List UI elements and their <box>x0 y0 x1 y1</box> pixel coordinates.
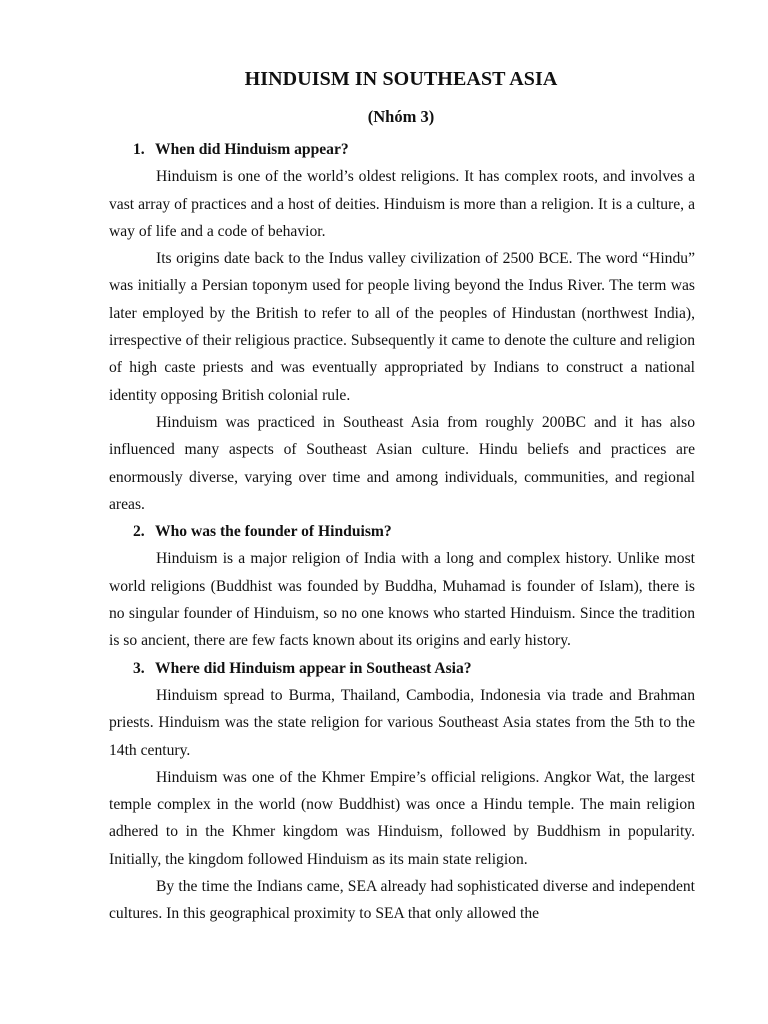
section-number-1: 1. <box>133 141 145 158</box>
section-heading-text-1: When did Hinduism appear? <box>155 141 349 158</box>
document-body <box>109 136 695 928</box>
document-subtitle: (Nhóm 3) <box>367 107 435 126</box>
section-heading-text-3: Where did Hinduism appear in Southeast Asia? <box>155 659 472 677</box>
section-number-3: 3. <box>133 659 145 677</box>
section-heading-2 <box>109 518 695 545</box>
paragraph: By the time the Indians came, SEA already had sophisticated diverse and independent cultures. In this geographical proximity to SEA that only allowed the <box>109 878 695 923</box>
section-number-2: 2. <box>133 523 145 541</box>
paragraph: Hinduism was practiced in Southeast Asia from roughly 200BC and it has also influenced many aspects of Southeast Asian culture. Hindu beliefs and practices are enormously diverse, varying over time and among individuals, communities, and regional areas. <box>109 413 695 513</box>
section-heading-text-2: Who was the founder of Hinduism? <box>155 523 392 541</box>
document-title: HINDUISM IN SOUTHEAST ASIA <box>244 68 558 90</box>
section-heading-1 <box>109 136 695 163</box>
section-heading-3 <box>109 655 695 682</box>
paragraph: Hinduism is one of the world’s oldest religions. It has complex roots, and involves a vast array of practices and a host of deities. Hinduism is more than a religion. It is a culture, a way of life and a code of behavior. <box>109 168 695 240</box>
paragraph: Hinduism spread to Burma, Thailand, Cambodia, Indonesia via trade and Brahman priests. Hinduism was the state religion for various Southeast Asia states from the 5th to the 14th century. <box>109 686 695 759</box>
paragraph: Hinduism is a major religion of India with a long and complex history. Unlike most world religions (Buddhist was founded by Buddha, Muhamad is founder of Islam), there is no singular founder of Hinduism, so no one knows who started Hinduism. Since the tradition is so ancient, there are few facts known about its origins and early history. <box>109 550 695 650</box>
paragraph: Its origins date back to the Indus valley civilization of 2500 BCE. The word “Hindu” was initially a Persian toponym used for people living beyond the Indus River. The term was later employed by the British to refer to all of the peoples of Hindustan (northwest India), irrespective of their religious practice. Subsequently it came to denote the culture and religion of high caste priests and was eventually appropriated by Indians to construct a national identity opposing British colonial rule. <box>109 250 695 404</box>
paragraph: Hinduism was one of the Khmer Empire’s official religions. Angkor Wat, the largest temple complex in the world (now Buddhist) was once a Hindu temple. The main religion adhered to in the Khmer kingdom was Hinduism, followed by Buddhism in popularity. Initially, the kingdom followed Hinduism as its main state religion. <box>109 768 695 868</box>
